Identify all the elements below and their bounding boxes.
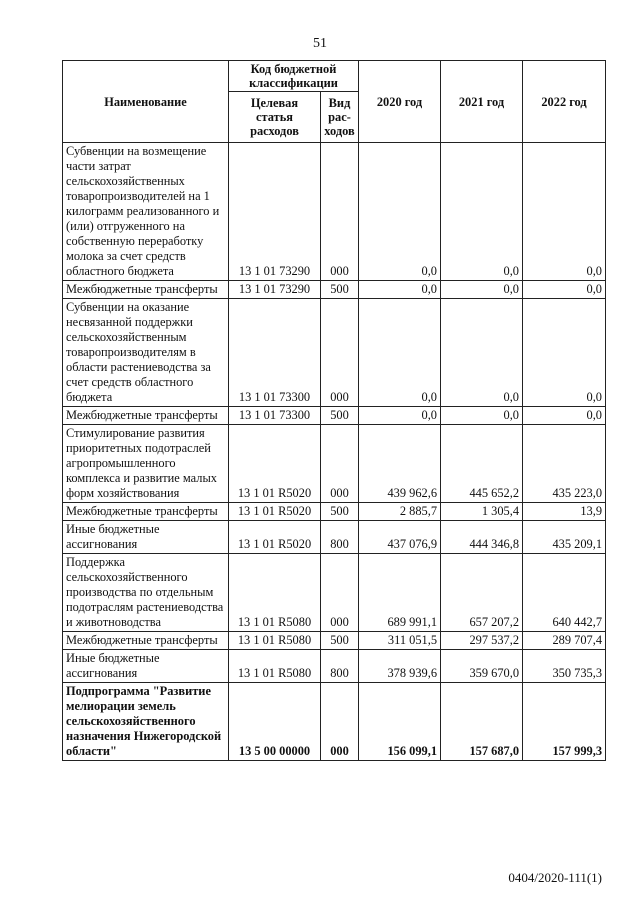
header-target: Целевая статья расходов [229, 92, 321, 143]
row-expense-type: 500 [321, 281, 359, 299]
table-row [63, 683, 606, 761]
row-name: Иные бюджетные ассигнования [63, 521, 229, 554]
table-row [63, 650, 606, 683]
header-vid: Вид рас-ходов [321, 92, 359, 143]
row-target-code: 13 1 01 R5020 [229, 503, 321, 521]
row-expense-type: 500 [321, 407, 359, 425]
row-name: Межбюджетные трансферты [63, 407, 229, 425]
row-value-2022: 435 223,0 [523, 425, 606, 503]
table-row [63, 632, 606, 650]
row-value-2022: 13,9 [523, 503, 606, 521]
row-target-code: 13 1 01 R5080 [229, 650, 321, 683]
row-target-code: 13 1 01 R5080 [229, 632, 321, 650]
header-name: Наименование [63, 61, 229, 143]
row-value-2020: 156 099,1 [359, 683, 441, 761]
row-value-2020: 0,0 [359, 407, 441, 425]
row-value-2022: 0,0 [523, 143, 606, 281]
row-target-code: 13 1 01 R5020 [229, 521, 321, 554]
header-2021: 2021 год [441, 61, 523, 143]
row-value-2022: 640 442,7 [523, 554, 606, 632]
table-row [63, 299, 606, 407]
row-value-2021: 0,0 [441, 299, 523, 407]
table-body [63, 143, 606, 761]
row-value-2022: 157 999,3 [523, 683, 606, 761]
row-value-2020: 2 885,7 [359, 503, 441, 521]
table-row [63, 521, 606, 554]
row-expense-type: 000 [321, 299, 359, 407]
row-value-2020: 0,0 [359, 143, 441, 281]
row-target-code: 13 1 01 73300 [229, 407, 321, 425]
row-value-2020: 0,0 [359, 299, 441, 407]
header-2022: 2022 год [523, 61, 606, 143]
row-value-2022: 0,0 [523, 299, 606, 407]
row-value-2021: 657 207,2 [441, 554, 523, 632]
row-name: Иные бюджетные ассигнования [63, 650, 229, 683]
row-value-2021: 157 687,0 [441, 683, 523, 761]
document-code: 0404/2020-111(1) [508, 870, 602, 885]
row-name: Межбюджетные трансферты [63, 632, 229, 650]
row-value-2022: 350 735,3 [523, 650, 606, 683]
budget-table [62, 60, 606, 761]
row-expense-type: 500 [321, 632, 359, 650]
row-name: Субвенции на оказание несвязанной поддержки сельскохозяйственным товаропроизводителям в области растениеводства за счет средств областного бюджета [63, 299, 229, 407]
row-name: Подпрограмма "Развитие мелиорации земель сельскохозяйственного назначения Нижегородской области" [63, 683, 229, 761]
row-value-2021: 444 346,8 [441, 521, 523, 554]
row-expense-type: 000 [321, 143, 359, 281]
table-row [63, 407, 606, 425]
row-name: Межбюджетные трансферты [63, 281, 229, 299]
row-target-code: 13 1 01 73300 [229, 299, 321, 407]
row-expense-type: 000 [321, 683, 359, 761]
row-value-2021: 445 652,2 [441, 425, 523, 503]
table-row [63, 503, 606, 521]
row-value-2021: 0,0 [441, 407, 523, 425]
page-number: 51 [313, 36, 327, 51]
row-value-2021: 1 305,4 [441, 503, 523, 521]
row-expense-type: 000 [321, 425, 359, 503]
row-value-2021: 297 537,2 [441, 632, 523, 650]
table-row [63, 554, 606, 632]
row-name: Поддержка сельскохозяйственного производства по отдельным подотраслям растениеводства и животноводства [63, 554, 229, 632]
row-name: Межбюджетные трансферты [63, 503, 229, 521]
row-value-2020: 437 076,9 [359, 521, 441, 554]
row-value-2021: 359 670,0 [441, 650, 523, 683]
table-row [63, 281, 606, 299]
row-expense-type: 000 [321, 554, 359, 632]
table-row [63, 425, 606, 503]
row-target-code: 13 1 01 73290 [229, 281, 321, 299]
row-expense-type: 800 [321, 650, 359, 683]
row-value-2020: 378 939,6 [359, 650, 441, 683]
row-value-2021: 0,0 [441, 143, 523, 281]
row-name: Стимулирование развития приоритетных подотраслей агропромышленного комплекса и развитие малых форм хозяйствования [63, 425, 229, 503]
row-value-2022: 289 707,4 [523, 632, 606, 650]
header-2020: 2020 год [359, 61, 441, 143]
row-target-code: 13 1 01 73290 [229, 143, 321, 281]
row-value-2020: 439 962,6 [359, 425, 441, 503]
row-name: Субвенции на возмещение части затрат сельскохозяйственных товаропроизводителей на 1 килограмм реализованного и (или) отгруженного на собственную переработку молока за счет средств областного бюджета [63, 143, 229, 281]
row-target-code: 13 1 01 R5080 [229, 554, 321, 632]
row-value-2022: 0,0 [523, 407, 606, 425]
row-value-2022: 0,0 [523, 281, 606, 299]
row-target-code: 13 1 01 R5020 [229, 425, 321, 503]
row-value-2021: 0,0 [441, 281, 523, 299]
row-expense-type: 500 [321, 503, 359, 521]
row-value-2020: 689 991,1 [359, 554, 441, 632]
row-value-2022: 435 209,1 [523, 521, 606, 554]
row-expense-type: 800 [321, 521, 359, 554]
row-value-2020: 0,0 [359, 281, 441, 299]
table-row [63, 143, 606, 281]
header-row-top [63, 61, 606, 92]
row-target-code: 13 5 00 00000 [229, 683, 321, 761]
row-value-2020: 311 051,5 [359, 632, 441, 650]
header-code-group: Код бюджетной классификации [229, 61, 359, 92]
